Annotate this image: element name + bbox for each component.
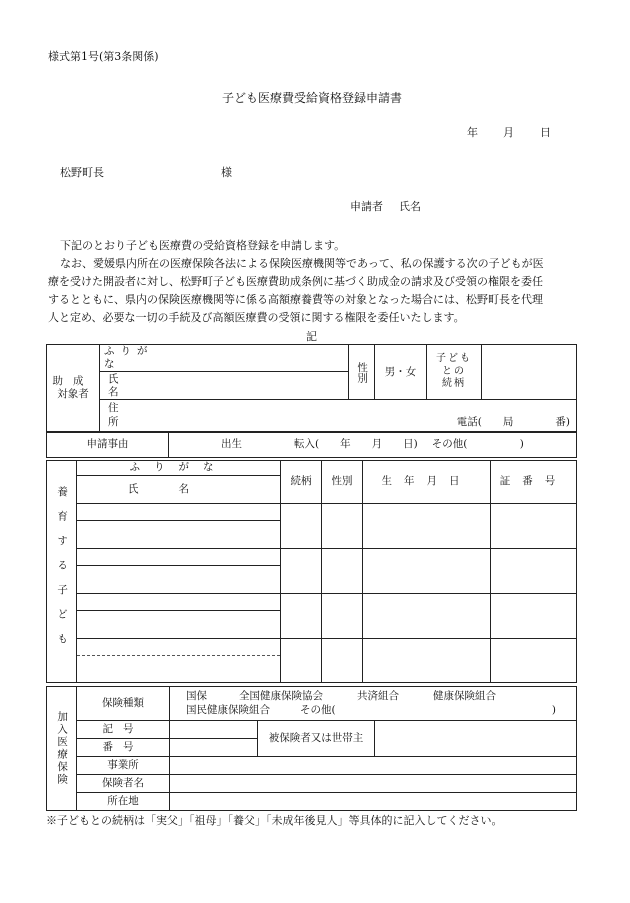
child-1-gender[interactable] bbox=[322, 504, 363, 549]
child-3-dob[interactable] bbox=[363, 594, 491, 639]
page-title: 子ども医療費受給資格登録申請書 bbox=[222, 91, 403, 105]
reason-birth[interactable]: 出生 bbox=[221, 438, 242, 451]
body-line-4: するとともに、県内の保険医療機関等に係る高額療養費等の対象となった場合には、松野町長を代理 bbox=[48, 293, 543, 306]
child-2-relation[interactable] bbox=[281, 549, 322, 594]
type-other[interactable]: その他( bbox=[300, 703, 336, 716]
reason-other[interactable]: その他( ) bbox=[431, 438, 524, 451]
relation-field[interactable] bbox=[482, 345, 577, 400]
type-other-close: ) bbox=[551, 703, 556, 716]
body-line-3: 療を受けた開設者に対し、松野町子ども医療費助成条例に基づく助成金の請求及び受領の権限を委任 bbox=[48, 275, 543, 288]
child-4-name[interactable] bbox=[77, 639, 281, 683]
insurance-type-options[interactable] bbox=[170, 687, 577, 721]
address-label: 住所 bbox=[100, 400, 169, 432]
child-4-gender[interactable] bbox=[322, 639, 363, 683]
location-label: 所在地 bbox=[77, 793, 170, 811]
furigana-label: ふりがな bbox=[100, 345, 169, 372]
child-3-cert[interactable] bbox=[491, 594, 577, 639]
children-cert-header: 証番号 bbox=[491, 461, 577, 504]
child-3-gender[interactable] bbox=[322, 594, 363, 639]
children-relation-header: 続柄 bbox=[281, 461, 322, 504]
addressee-honorific: 様 bbox=[221, 166, 232, 179]
child-3-name[interactable] bbox=[77, 611, 281, 639]
child-4-dob[interactable] bbox=[363, 639, 491, 683]
phone-label: 電話( 局 番) bbox=[456, 415, 570, 428]
children-table bbox=[46, 460, 577, 683]
child-1-relation[interactable] bbox=[281, 504, 322, 549]
child-1-dob[interactable] bbox=[363, 504, 491, 549]
ki-label: 記 bbox=[306, 330, 317, 343]
insurance-type-label: 保険種類 bbox=[77, 687, 170, 721]
application-label: 申請事由 bbox=[47, 432, 169, 458]
child-2-gender[interactable] bbox=[322, 549, 363, 594]
insurer-label: 保険者名 bbox=[77, 775, 170, 793]
type-kokuho[interactable]: 国保 bbox=[186, 690, 207, 703]
children-dob-header: 生年月日 bbox=[363, 461, 491, 504]
subject-table bbox=[46, 344, 577, 458]
footnote: ※子どもとの続柄は「実父」「祖母」「養父」「未成年後見人」等具体的に記入してください。 bbox=[46, 814, 503, 827]
application-reasons[interactable] bbox=[169, 432, 577, 458]
form-number: 様式第1号(第3条関係) bbox=[48, 50, 159, 63]
location-field[interactable] bbox=[170, 793, 577, 811]
date-day: 日 bbox=[540, 126, 551, 139]
children-label: 養育する子ども bbox=[47, 461, 77, 683]
child-2-furigana[interactable] bbox=[77, 549, 281, 566]
child-3-furigana[interactable] bbox=[77, 594, 281, 611]
type-kenpo[interactable]: 健康保険組合 bbox=[433, 690, 496, 703]
address-field[interactable] bbox=[169, 400, 577, 432]
office-field[interactable] bbox=[170, 757, 577, 775]
gender-options[interactable]: 男・女 bbox=[375, 345, 427, 400]
insurance-table bbox=[46, 686, 577, 811]
child-1-furigana[interactable] bbox=[77, 504, 281, 521]
children-name-header: 氏名 bbox=[77, 476, 281, 504]
symbol-field[interactable] bbox=[170, 721, 258, 739]
child-1-name[interactable] bbox=[77, 521, 281, 549]
child-2-name[interactable] bbox=[77, 566, 281, 594]
type-kyokai[interactable]: 全国健康保険協会 bbox=[239, 690, 323, 703]
children-furigana-header: ふりがな bbox=[77, 461, 281, 476]
child-1-cert[interactable] bbox=[491, 504, 577, 549]
type-kyosai[interactable]: 共済組合 bbox=[357, 690, 399, 703]
insurance-label: 加入医療保険 bbox=[47, 687, 77, 811]
insured-field[interactable] bbox=[375, 721, 577, 757]
number-label: 番号 bbox=[77, 739, 170, 757]
insurer-field[interactable] bbox=[170, 775, 577, 793]
gender-label: 性別 bbox=[349, 345, 375, 400]
children-gender-header: 性別 bbox=[322, 461, 363, 504]
child-4-cert[interactable] bbox=[491, 639, 577, 683]
symbol-label: 記号 bbox=[77, 721, 170, 739]
reason-transfer[interactable]: 転入( 年 月 日) bbox=[294, 438, 418, 451]
number-field[interactable] bbox=[170, 739, 258, 757]
date-year: 年 bbox=[467, 126, 478, 139]
subject-label: 助成 対象者 bbox=[47, 345, 100, 432]
name-label: 氏名 bbox=[100, 372, 169, 400]
body-line-2: なお、愛媛県内所在の医療保険各法による保険医療機関等であって、私の保護する次の子どもが医 bbox=[60, 257, 544, 270]
type-kokumin-kumiai[interactable]: 国民健康保険組合 bbox=[186, 703, 270, 716]
addressee-mayor: 松野町長 bbox=[60, 166, 104, 179]
insured-label: 被保険者又は世帯主 bbox=[258, 721, 375, 757]
child-3-relation[interactable] bbox=[281, 594, 322, 639]
applicant-name-label: 氏名 bbox=[399, 200, 421, 213]
body-line-5: 人と定め、必要な一切の手続及び高額医療費の受領に関する権限を委任いたします。 bbox=[48, 311, 465, 324]
office-label: 事業所 bbox=[77, 757, 170, 775]
relation-label: 子ども との 続柄 bbox=[427, 345, 482, 400]
body-line-1: 下記のとおり子ども医療費の受給資格登録を申請します。 bbox=[60, 239, 346, 252]
furigana-field[interactable] bbox=[169, 345, 349, 372]
child-2-cert[interactable] bbox=[491, 549, 577, 594]
child-2-dob[interactable] bbox=[363, 549, 491, 594]
child-4-relation[interactable] bbox=[281, 639, 322, 683]
applicant-label: 申請者 bbox=[350, 200, 383, 213]
name-field[interactable] bbox=[169, 372, 349, 400]
date-month: 月 bbox=[503, 126, 514, 139]
